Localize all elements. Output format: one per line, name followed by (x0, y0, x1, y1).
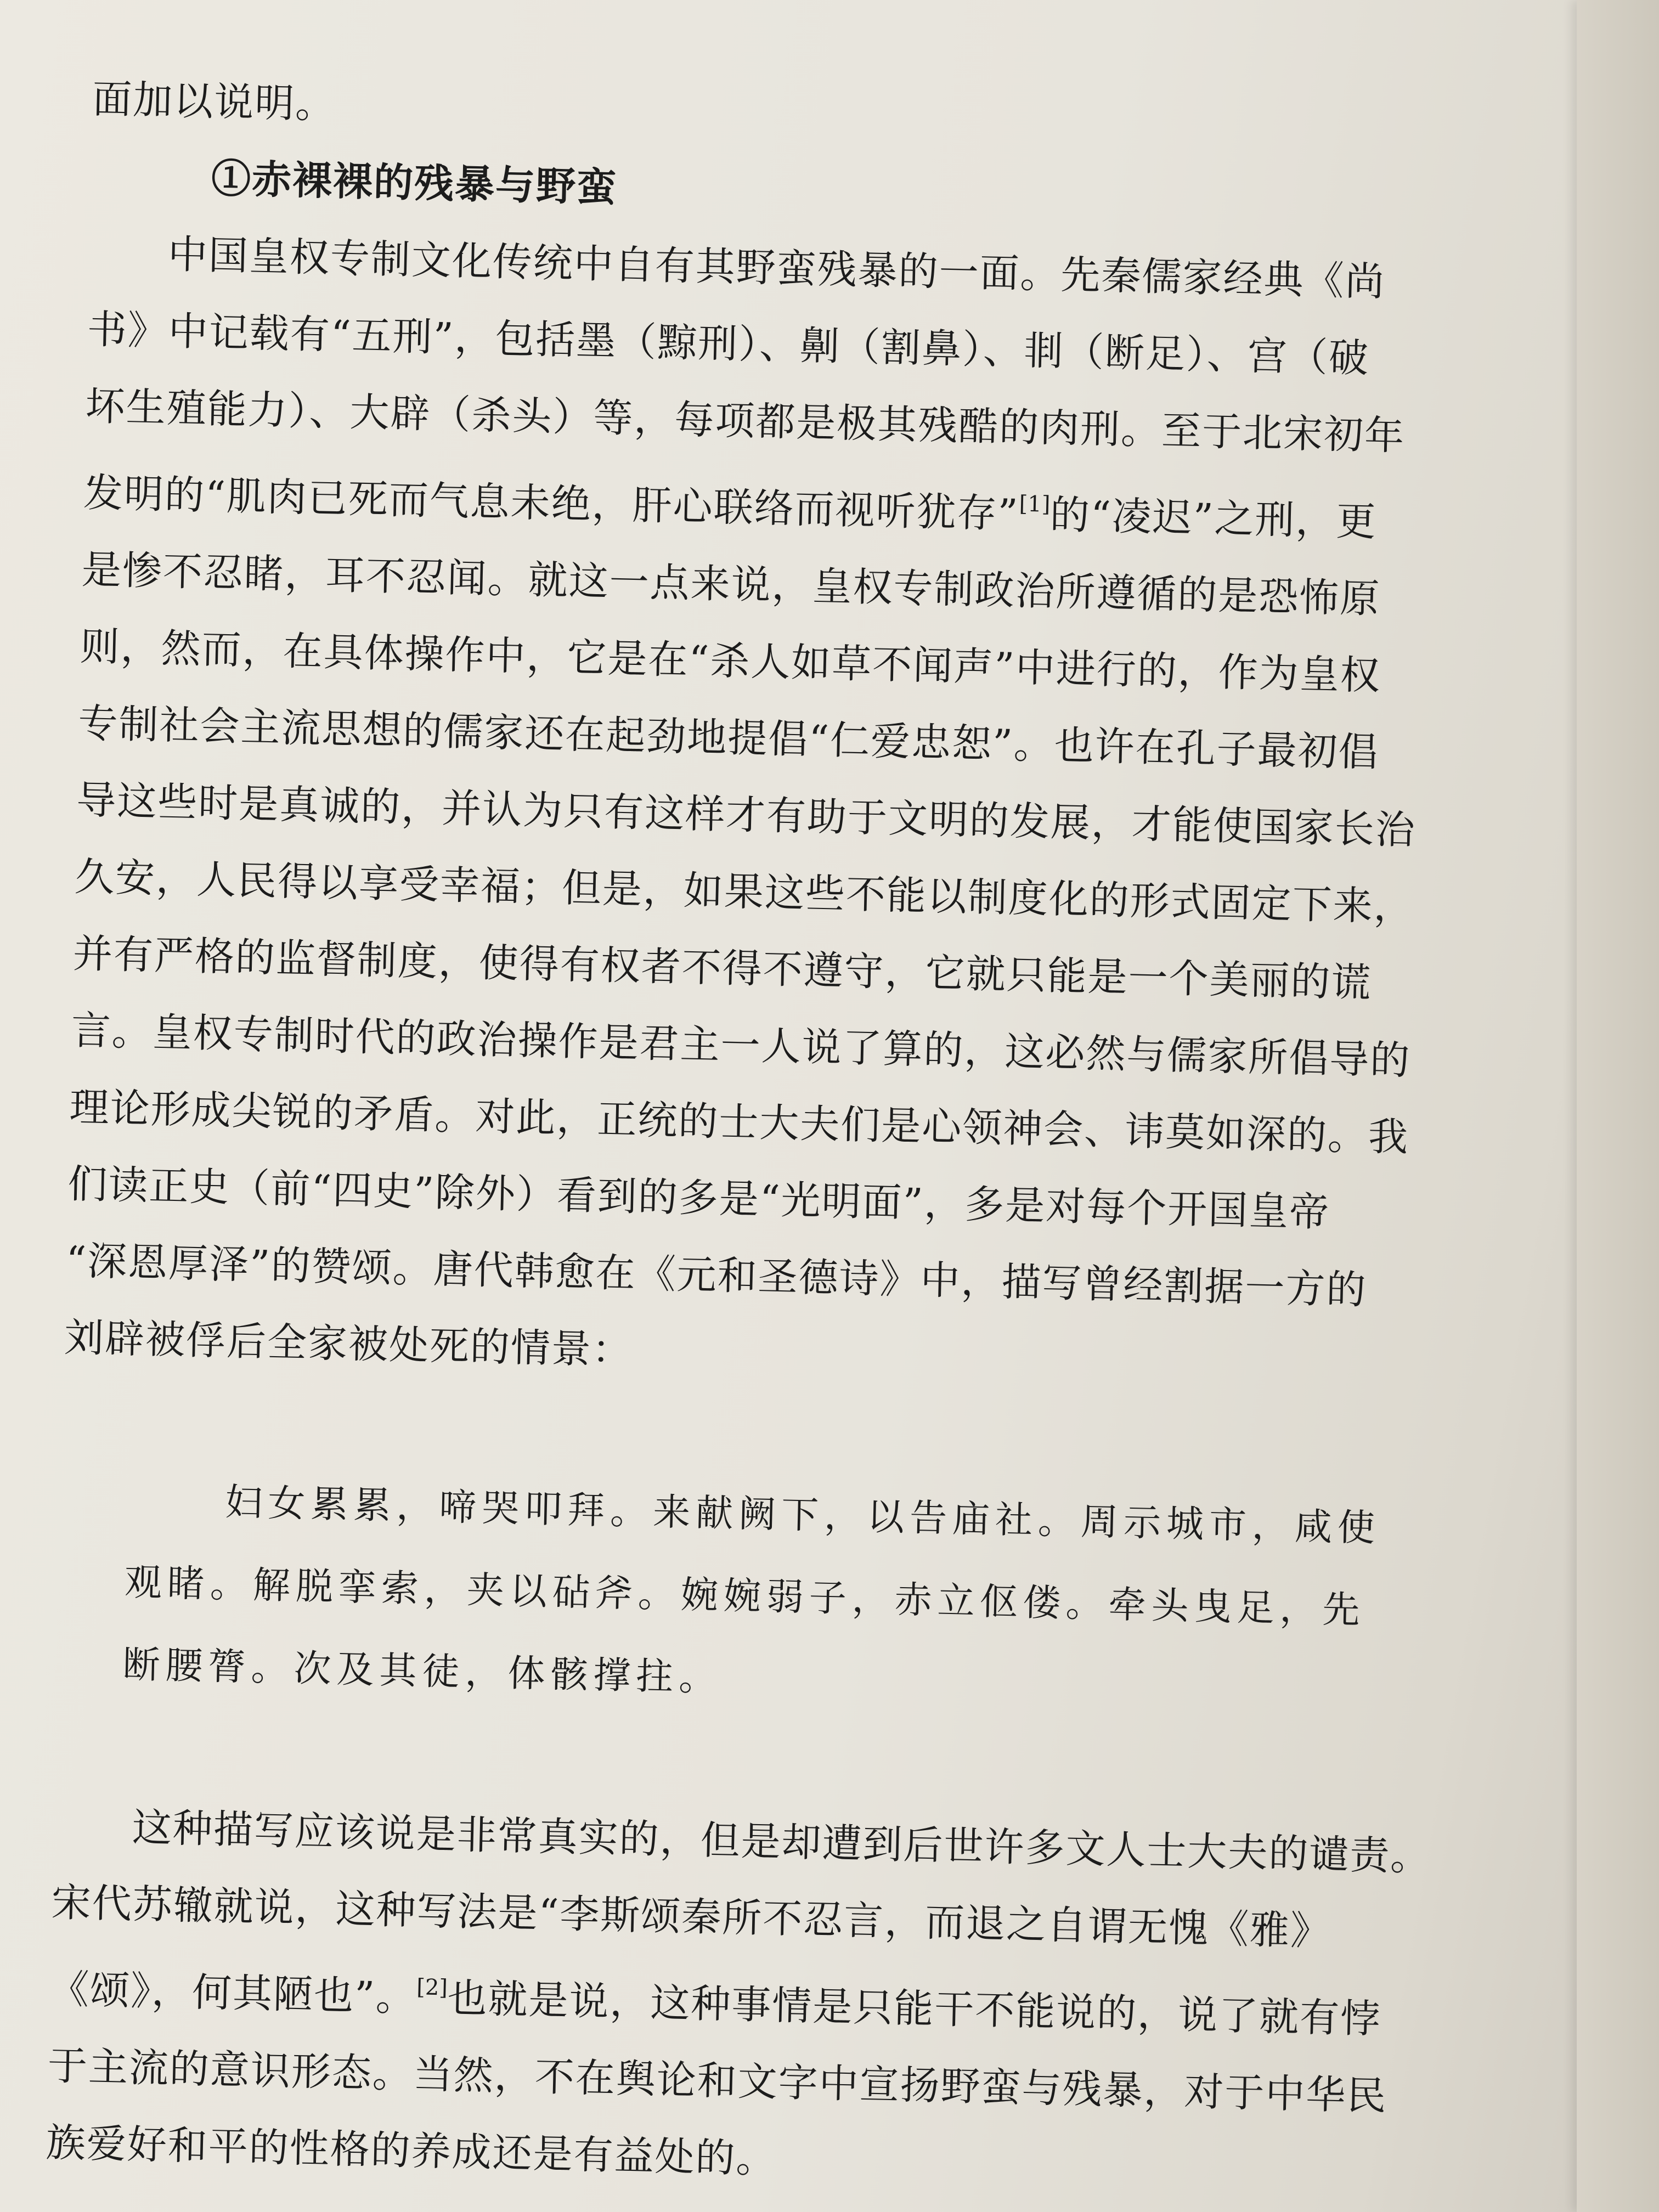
quote-line: 断腰膂。次及其徒，体骸撑拄。 (122, 1643, 723, 1700)
text-line: 宋代苏辙就说，这种写法是“李斯颂秦所不忍言，而退之自谓无愧《雅》 (50, 1879, 1331, 1955)
adjacent-page-edge (1577, 0, 1659, 2212)
text-line: 书》中记载有“五刑”，包括墨（黥刑）、劓（割鼻）、剕（断足）、宫（破 (86, 306, 1370, 381)
text-line: 于主流的意识形态。当然，不在舆论和文字中宣扬野蛮与残暴，对于中华民 (47, 2042, 1388, 2119)
text-line: 并有严格的监督制度，使得有权者不得不遵守，它就只能是一个美丽的谎 (72, 930, 1373, 1006)
body-text (45, 60, 1585, 2212)
block-quote (56, 1458, 1554, 1739)
text-line: 们读正史（前“四史”除外）看到的多是“光明面”，多是对每个开国皇帝 (67, 1160, 1331, 1235)
text-line: 言。皇权专制时代的政治操作是君主一人说了算的，这必然与儒家所倡导的 (70, 1007, 1412, 1084)
text-line: 族爱好和平的性格的养成还是有益处的。 (45, 2119, 777, 2182)
section-heading: ①赤裸裸的残暴与野蛮 (211, 154, 618, 211)
footnote-marker: [2] (416, 1974, 448, 2001)
quote-line: 观睹。解脱挛索，夹以砧斧。婉婉弱子，赤立伛偻。牵头曳足，先 (124, 1561, 1366, 1633)
text-line: 理论形成尖锐的矛盾。对此，正统的士大夫们是心领神会、讳莫如深的。我 (69, 1084, 1410, 1160)
text-line: 专制社会主流思想的儒家还在起劲地提倡“仁爱忠恕”。也许在孔子最初倡 (77, 699, 1380, 776)
text-line: 刘辟被俘后全家被处死的情景： (64, 1314, 633, 1373)
text-line: 面加以说明。 (92, 75, 337, 128)
quote-line: 妇女累累，啼哭叩拜。来献阙下，以告庙社。周示城市，咸使 (224, 1481, 1381, 1550)
text-line: 这种描写应该说是非常真实的，但是却遭到后世许多文人士大夫的谴责。 (132, 1804, 1432, 1880)
text-line: 是惨不忍睹，耳不忍闻。就这一点来说，皇权专制政治所遵循的是恐怖原 (81, 546, 1381, 622)
text-line: 导这些时是真诚的，并认为只有这样才有助于文明的发展，才能使国家长治 (76, 776, 1417, 854)
footnote-marker: [1] (1019, 491, 1051, 517)
text-line: 坏生殖能力）、大辟（杀头）等，每项都是极其残酷的肉刑。至于北宋初年 (84, 382, 1406, 459)
text-fragment: 发明的“肌肉已死而气息未绝，肝心联络而视听犹存” (83, 469, 1020, 537)
text-line: 久安，人民得以享受幸福；但是，如果这些不能以制度化的形式固定下来， (74, 853, 1415, 930)
text-fragment: 《颂》，何其陋也”。 (49, 1966, 417, 2021)
text-fragment: 的“凌迟”之刑，更 (1049, 491, 1378, 545)
text-line: 则，然而，在具体操作中，它是在“杀人如草不闻声”中进行的，作为皇权 (79, 623, 1381, 699)
text-line: “深恩厚泽”的赞颂。唐代韩愈在《元和圣德诗》中，描写曾经割据一方的 (65, 1237, 1368, 1313)
text-line: 中国皇权专制文化传统中自有其野蛮残暴的一面。先秦儒家经典《尚 (167, 231, 1386, 305)
text-fragment: 也就是说，这种事情是只能干不能说的，说了就有悖 (447, 1974, 1382, 2042)
